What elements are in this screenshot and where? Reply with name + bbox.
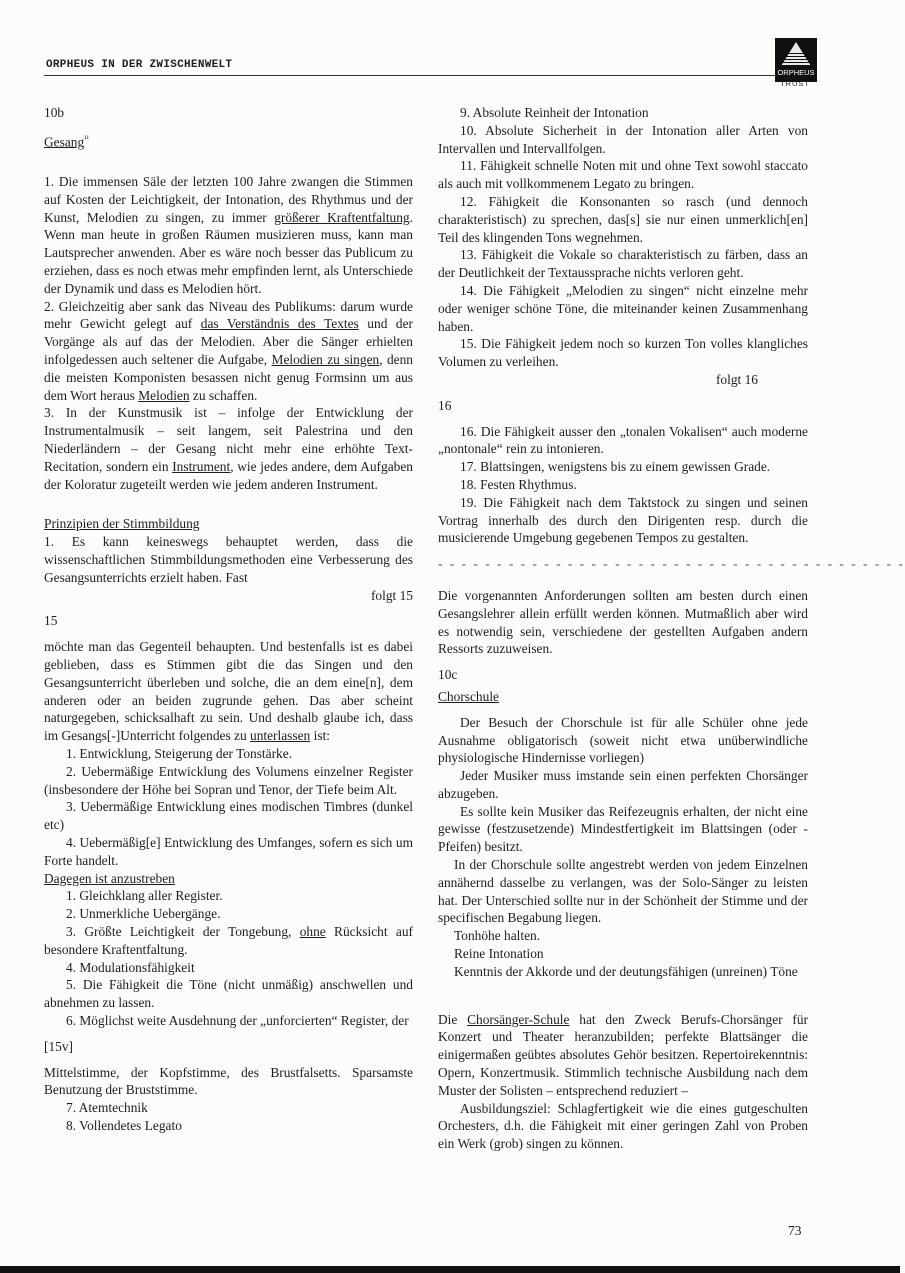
p3-text-b: , wie jedes andere, dem Aufgaben der Koloratur zugeteilt werden wie jedem anderen Instrument. xyxy=(44,458,413,492)
heading-dagegen xyxy=(44,870,413,888)
list3-item-11: 11. Fähigkeit schnelle Noten mit und ohne Text sowohl staccato als auch mit vollkommenem Legato zu bringen. xyxy=(438,158,808,192)
section-id-10b: 10b xyxy=(44,105,65,120)
chorschule-item-tonhoehe: Tonhöhe halten. xyxy=(454,928,541,944)
p2-text-b: und der Vorgänge als auf das der Melodien. Aber die Sänger erhielten infolgedessen auch seltener die Aufgabe, xyxy=(44,316,413,368)
heading-gesang-text: Gesang xyxy=(44,134,85,150)
paragraph-1 xyxy=(44,173,413,298)
paragraph-anforderungen: Die vorgenannten Anforderungen sollten am besten durch einen Gesangslehrer allein erfüllt werden können. Mutmaßlich aber wird es notwendig sein, verschiedene der gestellten Aufgaben andern Ressorts zuzuweisen. xyxy=(438,587,808,657)
list1-item-3: 3. Uebermäßige Entwicklung eines modischen Timbres (dunkel etc) xyxy=(44,799,413,833)
p2-underlined-1: das Verständnis des Textes xyxy=(200,316,359,332)
list2-item-5: 5. Die Fähigkeit die Töne (nicht unmäßig) anschwellen und abnehmen zu lassen. xyxy=(44,977,413,1011)
p2-underlined-3: Melodien xyxy=(138,387,190,403)
chorschule-paragraph-2: Jeder Musiker muss imstande sein einen perfekten Chorsänger abzugeben. xyxy=(438,768,808,801)
list4-item-19: 19. Die Fähigkeit nach dem Taktstock zu singen und seinen Vortrag innerhalb des durch den Dirigenten resp. durch die musicierende Umgebung gegebenen Tempos zu gestalten. xyxy=(438,494,808,546)
list4-item-18: 18. Festen Rhythmus. xyxy=(460,476,577,492)
list2-item-1: 1. Gleichklang aller Register. xyxy=(66,888,223,904)
cs-text-b: hat den Zweck Berufs-Chorsänger für Konzert und Theater heranzubilden; perfekte Blattsänger die einigermaßen geübtes absolutes Gehör besitzen. Repertoirekenntnis: Opern, Konzertmusik. Stimmlich technische Ausbildung nach dem Muster der Solisten – entsprechend reduziert – xyxy=(438,1011,808,1098)
logo-text-orpheus: ORPHEUS xyxy=(777,68,815,77)
section-id-10c: 10c xyxy=(438,667,458,683)
paragraph-2 xyxy=(44,298,413,405)
list2-item-7: 7. Atemtechnik xyxy=(66,1100,148,1116)
p1-text-a: 1. Die immensen Säle der letzten 100 Jahre zwangen die Stimmen auf Kosten der Leichtigkeit, der Intonation, des Rhythmus und der Kunst, Melodien zu singen, zu immer xyxy=(44,174,413,225)
list3-item-14: 14. Die Fähigkeit „Melodien zu singen“ nicht einzelne mehr oder weniger schöne Töne, die miteinander keinen Zusammenhang haben. xyxy=(438,282,808,334)
list3-item-9: 9. Absolute Reinheit der Intonation xyxy=(460,105,649,120)
list1-item-1: 1. Entwicklung, Steigerung der Tonstärke. xyxy=(66,745,293,761)
p15-text-a: möchte man das Gegenteil behaupten. Und bestenfalls ist es dabei geblieben, dass es Stimmen gibt die das Singen und den Gesangsunterricht überleben und solche, die an dem eine[n], dem anderen oder an beiden zugrunde gehen. Das aber scheint naturgegeben, schicksalhaft zu sein. Und deshalb glaube ich, dass im Gesangs[-]Unterricht folgendes zu xyxy=(44,639,413,744)
chorschule-item-intonation: Reine Intonation xyxy=(454,946,544,962)
list4-item-16: 16. Die Fähigkeit ausser den „tonalen Vokalisen“ auch moderne „nontonale“ rein zu intonieren. xyxy=(438,423,808,457)
p1-underlined: größerer Kraftentfaltung xyxy=(274,209,410,225)
p3-text-a: 3. In der Kunstmusik ist – infolge der Entwicklung der Instrumentalmusik – seit langem, seit Palestrina und den Niederländern – der Gesang nicht mehr eine erhöhte Text-Recitation, sondern ein xyxy=(44,405,413,474)
p2-text-c: , denn die meisten Komponisten besassen nicht genug Formsinn um aus dem Wort heraus xyxy=(44,352,413,403)
prinzipien-text: 1. Es kann keineswegs behauptet werden, dass die wissenschaftlichen Stimmbildungsmethoden eine Verbesserung des Gesangsunterrichts erzielt haben. Fast xyxy=(44,534,413,585)
logo-text-trust: TRUST xyxy=(780,79,810,88)
list2-item-6: 6. Möglichst weite Ausdehnung der „unforcierten“ Register, der xyxy=(66,1012,409,1028)
p2-underlined-2: Melodien zu singen xyxy=(271,352,380,368)
footnote-ref: ¹¹ xyxy=(84,133,89,143)
list2-item-4: 4. Modulationsfähigkeit xyxy=(66,959,195,975)
list2-item-8: 8. Vollendetes Legato xyxy=(66,1117,182,1133)
heading-gesang xyxy=(44,130,413,151)
folgt-15: folgt 15 xyxy=(370,587,413,603)
chorschule-paragraph-4: In der Chorschule sollte angestrebt werden von jedem Einzelnen annähernd dasselbe zu verlangen, was der Solo-Sänger zu leisten hat. Der Unterschied sollte nur in der Schönheit der Stimme und der specifischen Begabung liegen. xyxy=(438,857,808,926)
paragraph-15v: Mittelstimme, der Kopfstimme, des Brustfalsetts. Sparsamste Benutzung der Bruststimme. xyxy=(44,1064,413,1098)
dashed-separator: - - - - - - - - - - - - - - - - - - - - - - - - - - - - - - - - - - - - - - - - xyxy=(438,556,905,572)
heading-prinzipien xyxy=(44,515,413,533)
page-marker-15v: [15v] xyxy=(44,1038,74,1054)
logo-stripes xyxy=(781,53,811,66)
list2-item-3-text-b: Rücksicht auf besondere Kraftentfaltung. xyxy=(44,923,413,957)
paragraph-chorsaenger-schule xyxy=(438,1011,808,1100)
orpheus-trust-logo xyxy=(775,38,817,82)
list2-item-2: 2. Unmerkliche Uebergänge. xyxy=(66,906,221,922)
cs-underlined: Chorsänger-Schule xyxy=(467,1011,570,1027)
list3-item-13: 13. Fähigkeit die Vokale so charakteristisch zu färben, dass an der Deutlichkeit der Textaussprache nichts verloren geht. xyxy=(438,247,808,281)
p2-text-d: zu schaffen. xyxy=(189,387,258,403)
paragraph-15 xyxy=(44,638,413,745)
list3-item-10: 10. Absolute Sicherheit in der Intonation aller Arten von Intervallen und Intervallfolgen. xyxy=(438,122,808,156)
list4-item-17: 17. Blattsingen, wenigstens bis zu einem gewissen Grade. xyxy=(460,459,771,475)
list1-item-2: 2. Uebermäßige Entwicklung des Volumens einzelner Register (insbesondere der Höhe bei Sopran und Tenor, der Tiefe beim Alt. xyxy=(44,763,413,797)
heading-dagegen-text: Dagegen ist anzustreben xyxy=(44,870,175,886)
chorschule-paragraph-1: Der Besuch der Chorschule ist für alle Schüler ohne jede Ausnahme obligatorisch (soweit nicht etwa unüberwindliche physiologische Hindernisse vorliegen) xyxy=(438,714,808,766)
paragraph-3 xyxy=(44,404,413,493)
heading-chorschule-text: Chorschule xyxy=(438,688,499,704)
right-column xyxy=(438,104,905,1153)
list3-item-12: 12. Fähigkeit die Konsonanten so rasch (und dennoch charakteristisch) zu sprechen, das[s] sie nur einen unmerklich[en] Teil des klingenden Tons wegnehmen. xyxy=(438,193,808,245)
list1-item-4: 4. Uebermäßig[e] Entwicklung des Umfanges, sofern es sich um Forte handelt. xyxy=(44,834,413,868)
scan-bottom-edge xyxy=(0,1266,900,1273)
p3-underlined: Instrument xyxy=(172,458,231,474)
chorschule-paragraph-3: Es sollte kein Musiker das Reifezeugnis erhalten, der nicht eine gewisse (festzusetzende) Mindestfertigkeit im Blattsingen (oder -Pfeifen) besitzt. xyxy=(438,803,808,855)
folgt-16: folgt 16 xyxy=(715,371,758,387)
page-number: 73 xyxy=(788,1223,802,1238)
page-marker-16: 16 xyxy=(438,397,452,413)
cs-text-a: Die xyxy=(438,1011,468,1027)
running-header: ORPHEUS IN DER ZWISCHENWELT xyxy=(46,59,233,71)
paragraph-ausbildungsziel: Ausbildungsziel: Schlagfertigkeit wie die eines gutgeschulten Orchesters, d.h. die Fähigkeit mit einer geringen Zahl von Proben ein Werk (grob) singen zu können. xyxy=(438,1100,808,1152)
chorschule-item-akkorde: Kenntnis der Akkorde und der deutungsfähigen (unreinen) Töne xyxy=(454,963,798,979)
list2-item-3-underlined: ohne xyxy=(299,923,326,939)
p2-text-a: 2. Gleichzeitig aber sank das Niveau des Publikums: darum wurde mehr Gewicht gelegt auf xyxy=(44,298,413,332)
heading-prinzipien-text: Prinzipien der Stimmbildung xyxy=(44,516,200,532)
left-column xyxy=(44,104,413,1135)
p15-underlined: unterlassen xyxy=(250,728,311,744)
p15-text-b: ist: xyxy=(310,728,330,744)
header-rule xyxy=(44,75,814,76)
p1-text-b: . Wenn man heute in großen Räumen musizieren muss, kann man Lautsprecher anwenden. Aber es wäre noch besser das Publicum zu erziehen, dass es noch etwas mehr empfinden lernt, als Unterschiede der Dynamik und dass es Melodien hört. xyxy=(44,209,413,296)
page-marker-15: 15 xyxy=(44,613,58,629)
list2-item-3-text-a: 3. Größte Leichtigkeit der Tongebung, xyxy=(66,923,300,939)
list3-item-15: 15. Die Fähigkeit jedem noch so kurzen Ton volles klangliches Volumen zu verleihen. xyxy=(438,336,808,370)
heading-chorschule xyxy=(438,688,808,706)
list2-item-3 xyxy=(44,923,413,959)
